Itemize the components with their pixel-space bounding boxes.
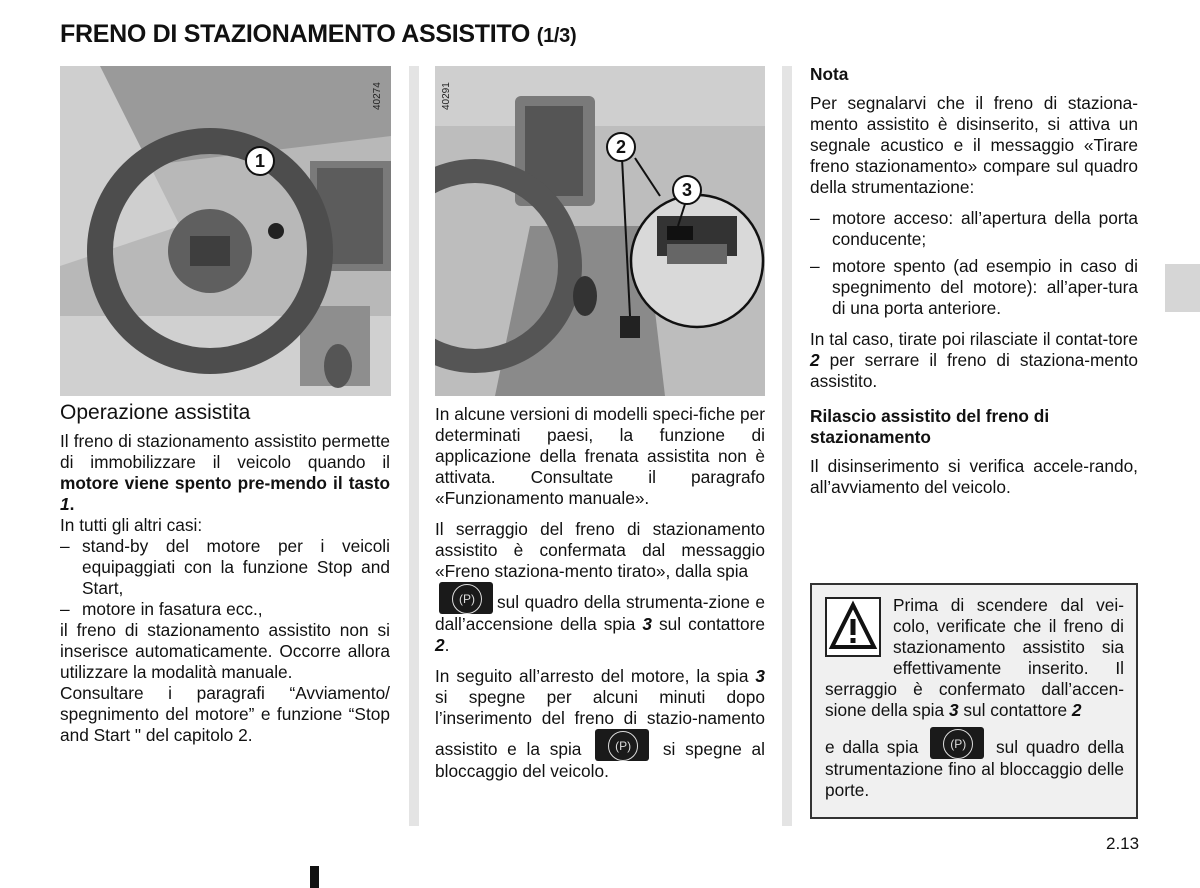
chapter-tab bbox=[1165, 264, 1200, 312]
column-1 bbox=[60, 402, 390, 746]
callout-1: 1 bbox=[245, 146, 275, 176]
column-separator bbox=[782, 66, 792, 826]
parking-brake-warning-icon: (P) bbox=[930, 727, 984, 759]
list-item: – motore acceso: all’apertura della porta conducente; bbox=[810, 208, 1138, 249]
paragraph: In seguito all’arresto del motore, la spia 3 si spegne per alcuni minuti dopo l’inserimento del freno di stazio-namento assistito e la spia (P) si spegne al bloccaggio del veicolo. bbox=[435, 666, 766, 781]
paragraph: Il disinserimento si verifica accele-rando, all’avviamento del veicolo. bbox=[810, 456, 1138, 497]
paragraph: il freno di stazionamento assistito non si inserisce automaticamente. Occorre allora utilizzare la modalità manuale. bbox=[60, 620, 390, 682]
note-heading: Nota bbox=[810, 64, 849, 84]
list-item: – stand-by del motore per i veicoli equipaggiati con la funzione Stop and Start, bbox=[60, 536, 390, 598]
parking-brake-warning-icon: (P) bbox=[595, 729, 649, 761]
warning-triangle-icon bbox=[825, 597, 881, 657]
paragraph: In tutti gli altri casi: bbox=[60, 515, 203, 535]
warning-box bbox=[810, 583, 1138, 819]
figure-console bbox=[435, 66, 765, 396]
bottom-mark bbox=[310, 866, 319, 888]
list-item: – motore spento (ad esempio in caso di spegnimento del motore): all’aper-tura di una porta anteriore. bbox=[810, 256, 1138, 318]
column-3 bbox=[810, 64, 1138, 508]
paragraph: In tal caso, tirate poi rilasciate il contat-tore 2 per serrare il freno di staziona-mento assistito. bbox=[810, 329, 1138, 391]
console-illustration bbox=[435, 66, 765, 396]
figure-code: 40291 bbox=[441, 82, 452, 110]
parking-brake-warning-icon: (P) bbox=[439, 582, 493, 614]
column-separator bbox=[409, 66, 419, 826]
figure-code: 40274 bbox=[372, 82, 383, 110]
page-title: FRENO DI STAZIONAMENTO ASSISTITO (1/3) bbox=[60, 20, 577, 48]
page-title-suffix: (1/3) bbox=[536, 25, 577, 47]
warning-text: e dalla spia (P) sul quadro della strumentazione fino al bloccaggio delle porte. bbox=[825, 727, 1124, 801]
section-heading-assisted: Operazione assistita bbox=[60, 401, 251, 424]
figure-dashboard bbox=[60, 66, 391, 396]
warning-text: Prima di scendere dal vei-colo, verificate che il freno di stazionamento assistito sia effettivamente inserito. Il serraggio è confermato dall’accen-sione della spia 3 sul contattore 2 bbox=[825, 595, 1124, 720]
list-item: – motore in fasatura ecc., bbox=[60, 599, 263, 619]
paragraph: Consultare i paragrafi “Avviamento/ spegnimento del motore” e funzione “Stop and Start " del capitolo 2. bbox=[60, 683, 390, 745]
column-2 bbox=[435, 404, 765, 792]
callout-3: 3 bbox=[672, 175, 702, 205]
paragraph: In alcune versioni di modelli speci-fiche per determinati paesi, la funzione di applicazione della frenata assistita non è attivata. Consultate il paragrafo «Funzionamento manuale». bbox=[435, 404, 765, 508]
paragraph: Il freno di stazionamento assistito permette di immobilizzare il veicolo quando il motore viene spento pre-mendo il tasto 1. bbox=[60, 431, 390, 514]
dashboard-illustration bbox=[60, 66, 391, 396]
paragraph: Il serraggio del freno di stazionamento assistito è confermata dal messaggio «Freno staziona-mento tirato», dalla spia (P) sul quadro della strumenta-zione e dall’accensione della spia 3 sul contattore 2. bbox=[435, 519, 765, 655]
callout-2: 2 bbox=[606, 132, 636, 162]
page-number: 2.13 bbox=[1106, 834, 1140, 853]
paragraph: Per segnalarvi che il freno di staziona-mento assistito è disinserito, si attiva un segnale acustico e il messaggio «Tirare freno stazionamento» compare sul quadro della strumentazione: bbox=[810, 93, 1138, 197]
section-heading-release: Rilascio assistito del freno di stazionamento bbox=[810, 406, 1050, 447]
